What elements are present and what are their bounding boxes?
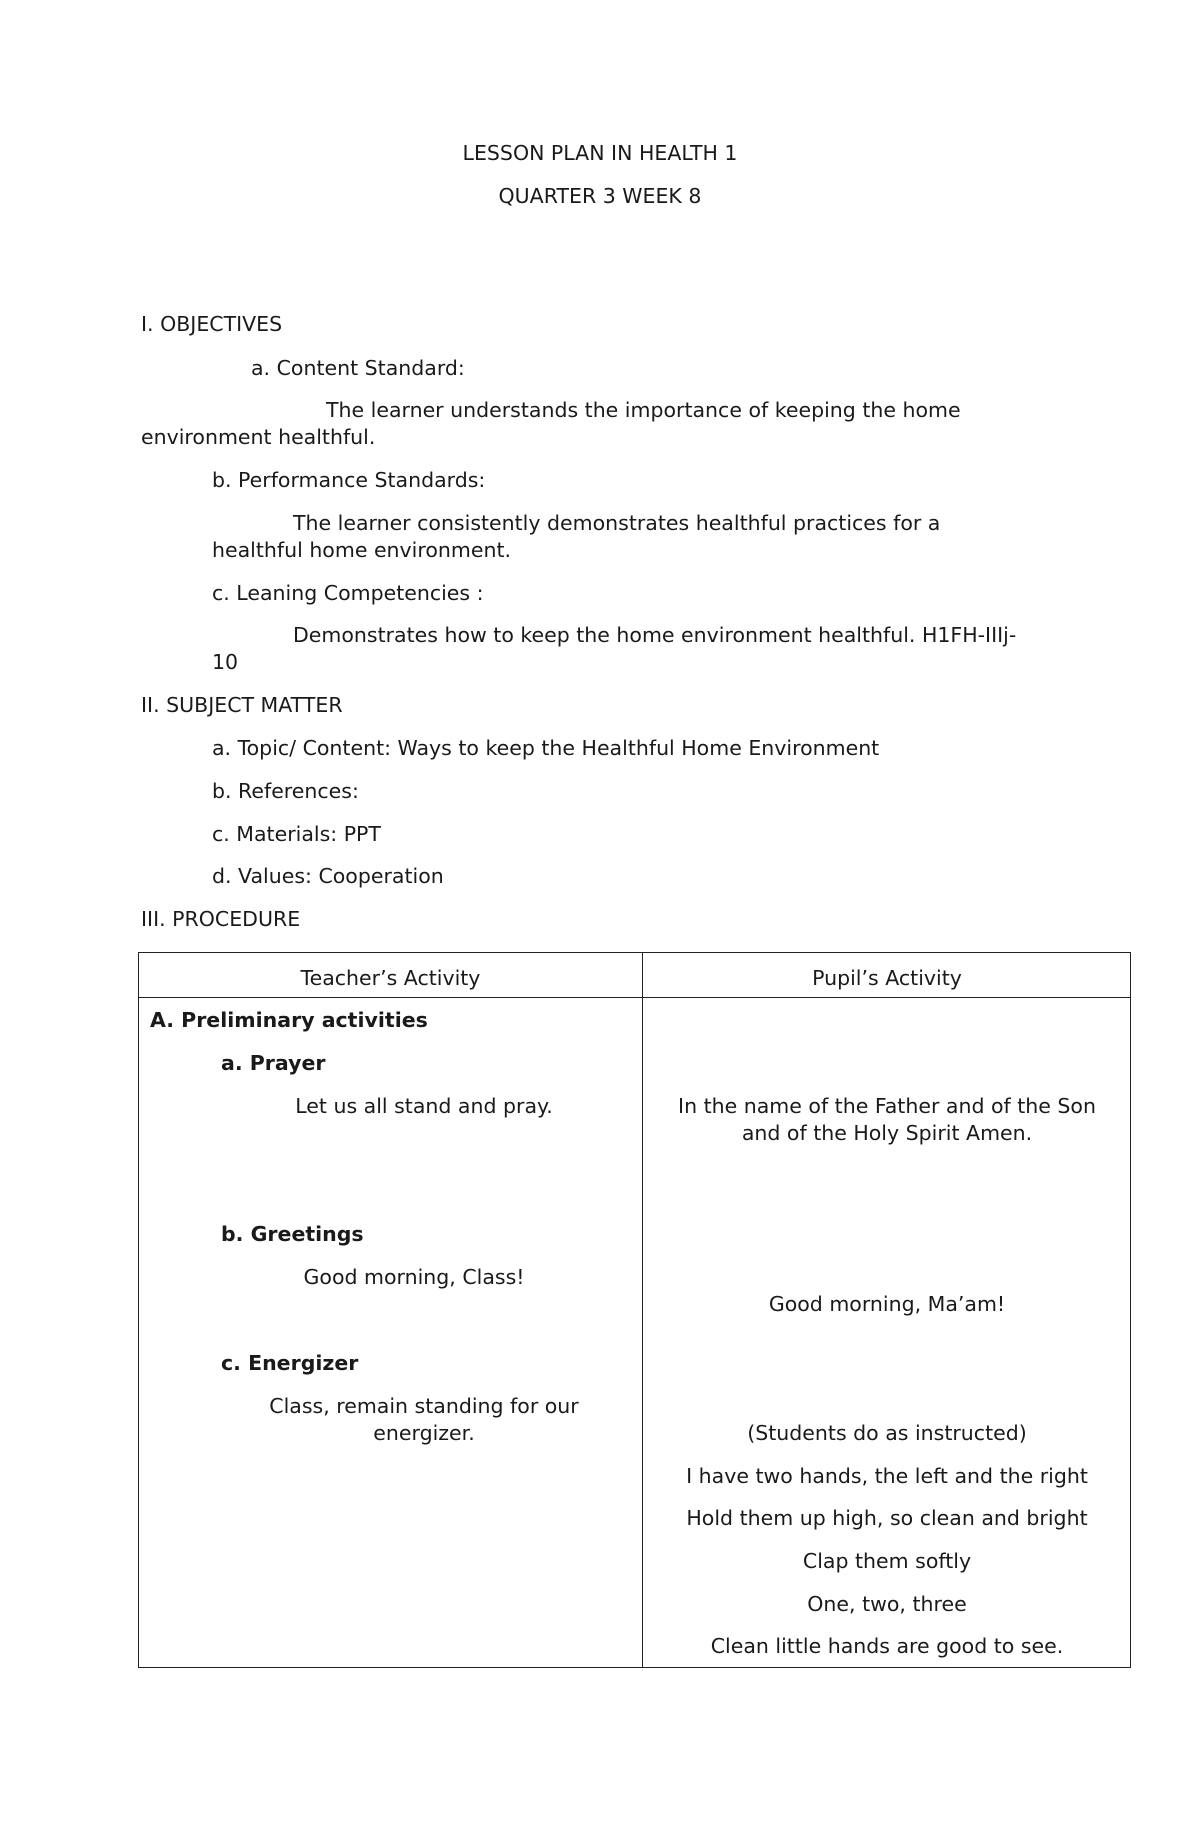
energizer-teacher-text-cont: energizer.: [373, 1421, 475, 1445]
teacher-activity-header: Teacher’s Activity: [300, 966, 481, 990]
lesson-subtitle: QUARTER 3 WEEK 8: [498, 184, 702, 208]
energizer-teacher-text: Class, remain standing for our: [269, 1394, 579, 1418]
content-standard-text-cont: environment healthful.: [141, 425, 376, 449]
energizer-pupil-line: (Students do as instructed): [747, 1421, 1027, 1445]
energizer-pupil-line: One, two, three: [807, 1592, 967, 1616]
greetings-teacher-text: Good morning, Class!: [303, 1265, 525, 1289]
energizer-pupil-line: Hold them up high, so clean and bright: [686, 1506, 1088, 1530]
references: b. References:: [212, 779, 359, 803]
preliminary-activities-heading: A. Preliminary activities: [150, 1008, 428, 1032]
performance-standards-text: The learner consistently demonstrates healthful practices for a: [293, 511, 941, 535]
content-standard-text: The learner understands the importance of keeping the home: [326, 398, 961, 422]
learning-competencies-label: c. Leaning Competencies :: [212, 581, 484, 605]
values: d. Values: Cooperation: [212, 864, 444, 888]
energizer-label: c. Energizer: [221, 1351, 359, 1375]
prayer-label: a. Prayer: [221, 1051, 326, 1075]
topic-content: a. Topic/ Content: Ways to keep the Healthful Home Environment: [212, 736, 880, 760]
procedure-heading: III. PROCEDURE: [141, 907, 301, 931]
greetings-label: b. Greetings: [221, 1222, 364, 1246]
header-divider: [139, 997, 1130, 998]
objectives-heading: I. OBJECTIVES: [141, 312, 283, 336]
energizer-pupil-line: Clap them softly: [802, 1549, 972, 1573]
prayer-teacher-text: Let us all stand and pray.: [295, 1094, 553, 1118]
procedure-table: [138, 952, 1131, 1668]
subject-matter-heading: II. SUBJECT MATTER: [141, 693, 343, 717]
learning-competencies-text-cont: 10: [212, 650, 239, 674]
greetings-pupil-text: Good morning, Ma’am!: [768, 1292, 1006, 1316]
energizer-pupil-line: Clean little hands are good to see.: [710, 1634, 1064, 1658]
prayer-pupil-text: In the name of the Father and of the Son: [678, 1094, 1096, 1118]
materials: c. Materials: PPT: [212, 822, 381, 846]
pupil-activity-header: Pupil’s Activity: [812, 966, 962, 990]
performance-standards-text-cont: healthful home environment.: [212, 538, 512, 562]
energizer-pupil-line: I have two hands, the left and the right: [686, 1464, 1088, 1488]
content-standard-label: a. Content Standard:: [251, 356, 465, 380]
lesson-title: LESSON PLAN IN HEALTH 1: [462, 141, 738, 165]
learning-competencies-text: Demonstrates how to keep the home environment healthful. H1FH-IIIj-: [293, 623, 1017, 647]
performance-standards-label: b. Performance Standards:: [212, 468, 486, 492]
prayer-pupil-text-cont: and of the Holy Spirit Amen.: [741, 1121, 1033, 1145]
